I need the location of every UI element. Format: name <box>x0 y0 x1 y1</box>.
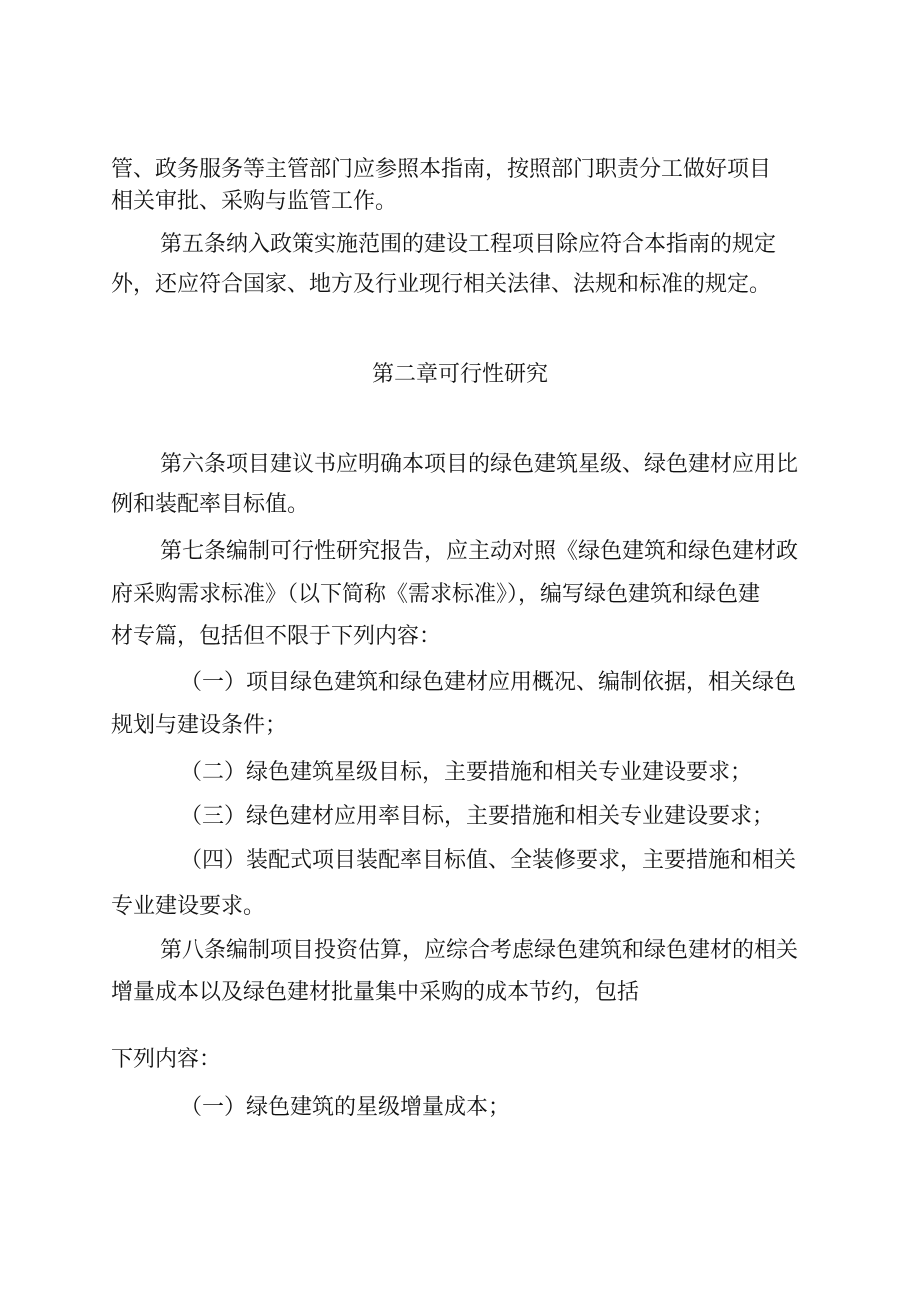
paragraph-line: 增量成本以及绿色建材批量集中采购的成本节约，包括 <box>111 980 640 1005</box>
paragraph-line: 下列内容： <box>111 1047 222 1072</box>
article-8-line: 第八条编制项目投资估算，应综合考虑绿色建筑和绿色建材的相关 <box>160 938 799 963</box>
paragraph-line: 例和装配率目标值。 <box>111 492 310 517</box>
paragraph-line: 外，还应符合国家、地方及行业现行相关法律、法规和标准的规定。 <box>111 272 772 297</box>
paragraph-line: 材专篇，包括但不限于下列内容： <box>111 624 442 649</box>
list-item: （一）项目绿色建筑和绿色建材应用概况、编制依据，相关绿色 <box>180 670 797 695</box>
list-item: （四）装配式项目装配率目标值、全装修要求，主要措施和相关 <box>180 848 797 873</box>
paragraph-line: 管、政务服务等主管部门应参照本指南，按照部门职责分工做好项目 <box>111 157 772 182</box>
list-item: （三）绿色建材应用率目标，主要措施和相关专业建设要求； <box>180 804 775 829</box>
chapter-heading: 第二章可行性研究 <box>371 362 548 387</box>
paragraph-line: 府采购需求标准》（以下简称《需求标准》），编写绿色建筑和绿色建 <box>111 582 761 607</box>
paragraph-line: 规划与建设条件； <box>111 713 288 738</box>
paragraph-line: 相关审批、采购与监管工作。 <box>111 189 398 214</box>
article-5-line: 第五条纳入政策实施范围的建设工程项目除应符合本指南的规定 <box>160 232 777 257</box>
article-6-line: 第六条项目建议书应明确本项目的绿色建筑星级、绿色建材应用比 <box>160 452 799 477</box>
list-item: （一）绿色建筑的星级增量成本； <box>180 1095 511 1120</box>
paragraph-line: 专业建设要求。 <box>111 894 266 919</box>
list-item: （二）绿色建筑星级目标，主要措施和相关专业建设要求； <box>180 760 753 785</box>
article-7-line: 第七条编制可行性研究报告，应主动对照《绿色建筑和绿色建材政 <box>160 539 799 564</box>
